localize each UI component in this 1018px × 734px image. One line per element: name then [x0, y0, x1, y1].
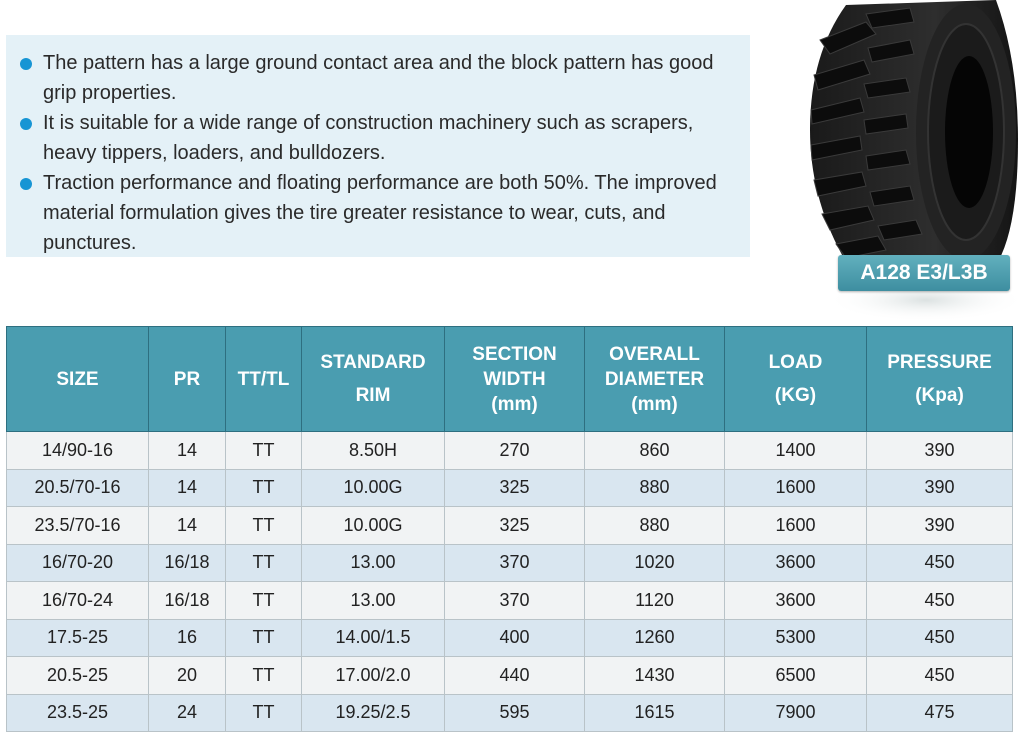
cell-overall-diameter: 1430: [585, 657, 725, 695]
model-badge: A128 E3/L3B: [838, 255, 1010, 291]
cell-overall-diameter: 860: [585, 432, 725, 470]
feature-text: It is suitable for a wide range of construction machinery such as scrapers, heavy tippers, loaders, and bulldozers.: [43, 112, 694, 164]
cell-pressure: 475: [867, 694, 1013, 732]
cell-overall-diameter: 1120: [585, 582, 725, 620]
table-row: [7, 544, 1013, 582]
cell-pressure: 450: [867, 544, 1013, 582]
cell-pr: 16/18: [149, 544, 226, 582]
cell-size: 16/70-24: [7, 582, 149, 620]
header-section-width: SECTION WIDTH (mm): [445, 327, 585, 432]
feature-item: [20, 48, 730, 108]
feature-text: The pattern has a large ground contact area and the block pattern has good grip properties.: [43, 52, 714, 104]
table-header-row: [7, 327, 1013, 432]
cell-load: 1400: [725, 432, 867, 470]
header-load: LOAD (KG): [725, 327, 867, 432]
cell-pr: 16/18: [149, 582, 226, 620]
bullet-dot-icon: [20, 118, 32, 130]
cell-size: 20.5-25: [7, 657, 149, 695]
cell-overall-diameter: 880: [585, 469, 725, 507]
feature-box: [6, 35, 750, 257]
cell-pressure: 450: [867, 582, 1013, 620]
cell-tt-tl: TT: [226, 694, 302, 732]
spec-table: [6, 326, 1013, 732]
cell-load: 7900: [725, 694, 867, 732]
cell-rim: 13.00: [302, 544, 445, 582]
cell-tt-tl: TT: [226, 582, 302, 620]
header-size: SIZE: [7, 327, 149, 432]
table-row: [7, 432, 1013, 470]
cell-load: 3600: [725, 582, 867, 620]
cell-size: 16/70-20: [7, 544, 149, 582]
cell-load: 3600: [725, 544, 867, 582]
cell-rim: 13.00: [302, 582, 445, 620]
cell-section-width: 400: [445, 619, 585, 657]
cell-overall-diameter: 1615: [585, 694, 725, 732]
cell-section-width: 370: [445, 544, 585, 582]
cell-pr: 14: [149, 507, 226, 545]
cell-section-width: 325: [445, 469, 585, 507]
cell-load: 1600: [725, 469, 867, 507]
cell-pr: 14: [149, 432, 226, 470]
cell-rim: 17.00/2.0: [302, 657, 445, 695]
cell-pressure: 390: [867, 432, 1013, 470]
cell-tt-tl: TT: [226, 619, 302, 657]
cell-pr: 20: [149, 657, 226, 695]
cell-tt-tl: TT: [226, 657, 302, 695]
cell-rim: 19.25/2.5: [302, 694, 445, 732]
cell-section-width: 325: [445, 507, 585, 545]
cell-pressure: 390: [867, 469, 1013, 507]
cell-tt-tl: TT: [226, 469, 302, 507]
cell-tt-tl: TT: [226, 544, 302, 582]
cell-tt-tl: TT: [226, 507, 302, 545]
cell-tt-tl: TT: [226, 432, 302, 470]
cell-rim: 10.00G: [302, 507, 445, 545]
cell-pr: 16: [149, 619, 226, 657]
bullet-dot-icon: [20, 58, 32, 70]
cell-rim: 10.00G: [302, 469, 445, 507]
cell-rim: 8.50H: [302, 432, 445, 470]
feature-item: [20, 108, 730, 168]
cell-rim: 14.00/1.5: [302, 619, 445, 657]
cell-load: 1600: [725, 507, 867, 545]
cell-overall-diameter: 1260: [585, 619, 725, 657]
table-row: [7, 657, 1013, 695]
cell-pr: 14: [149, 469, 226, 507]
cell-overall-diameter: 1020: [585, 544, 725, 582]
cell-section-width: 270: [445, 432, 585, 470]
feature-text: Traction performance and floating performance are both 50%. The improved material formulation gives the tire greater resistance to wear, cuts, and punctures.: [43, 172, 717, 254]
feature-list: [20, 48, 730, 258]
table-row: [7, 507, 1013, 545]
cell-section-width: 440: [445, 657, 585, 695]
header-standard-rim: STANDARD RIM: [302, 327, 445, 432]
cell-section-width: 370: [445, 582, 585, 620]
cell-size: 23.5/70-16: [7, 507, 149, 545]
table-row: [7, 694, 1013, 732]
cell-pressure: 450: [867, 619, 1013, 657]
cell-section-width: 595: [445, 694, 585, 732]
cell-size: 23.5-25: [7, 694, 149, 732]
header-pr: PR: [149, 327, 226, 432]
cell-size: 14/90-16: [7, 432, 149, 470]
cell-pressure: 450: [867, 657, 1013, 695]
cell-pressure: 390: [867, 507, 1013, 545]
bullet-dot-icon: [20, 178, 32, 190]
header-overall-diameter: OVERALL DIAMETER (mm): [585, 327, 725, 432]
cell-overall-diameter: 880: [585, 507, 725, 545]
table-row: [7, 469, 1013, 507]
header-tt-tl: TT/TL: [226, 327, 302, 432]
table-row: [7, 582, 1013, 620]
table-row: [7, 619, 1013, 657]
cell-size: 17.5-25: [7, 619, 149, 657]
feature-item: [20, 168, 730, 258]
cell-size: 20.5/70-16: [7, 469, 149, 507]
header-pressure: PRESSURE (Kpa): [867, 327, 1013, 432]
cell-load: 6500: [725, 657, 867, 695]
cell-load: 5300: [725, 619, 867, 657]
cell-pr: 24: [149, 694, 226, 732]
